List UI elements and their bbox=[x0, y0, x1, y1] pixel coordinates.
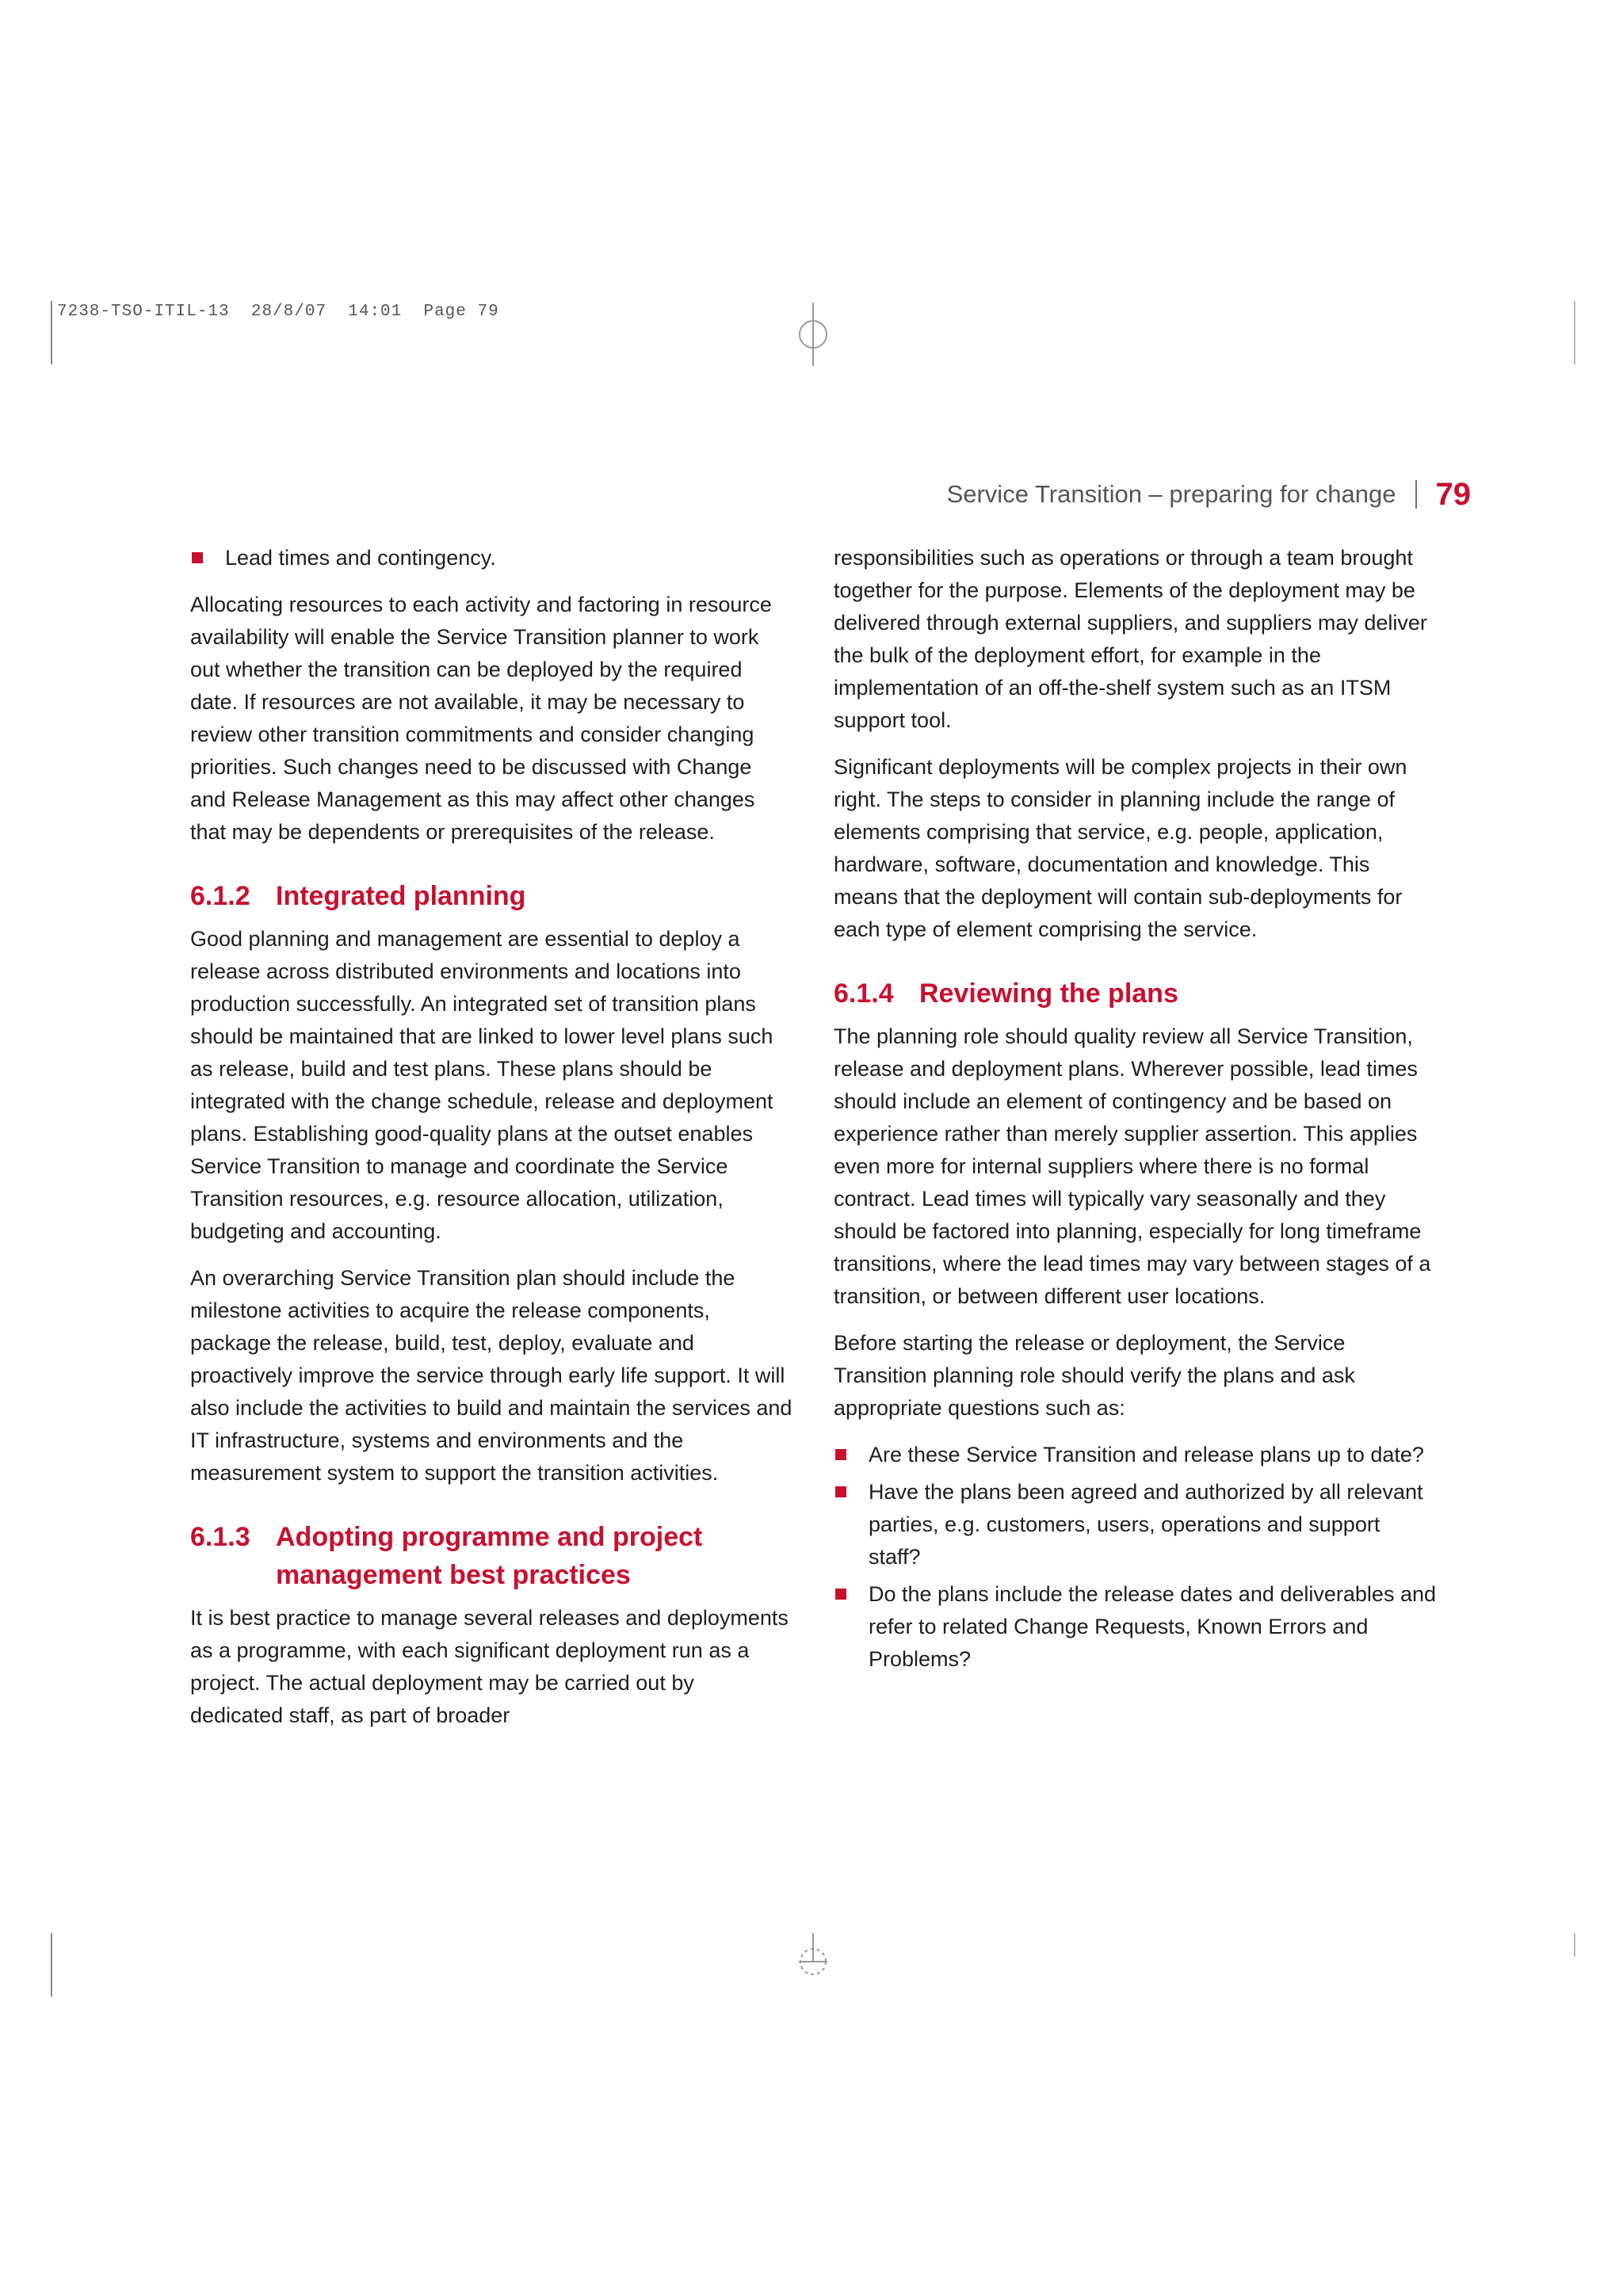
page-number: 79 bbox=[1435, 476, 1471, 512]
list-item-text: Do the plans include the release dates and deliverables and refer to related Change Requests, Known Errors and Problems? bbox=[869, 1582, 1436, 1671]
paragraph: responsibilities such as operations or through a team brought together for the purpose. Elements of the deployment may be delivered through external suppliers, and suppliers may deliver the bulk of the deployment effort, for example in the implementation of an off-the-shelf system such as an ITSM support tool. bbox=[834, 546, 1427, 732]
square-bullet-icon bbox=[835, 1589, 846, 1600]
list-item bbox=[834, 1476, 1436, 1573]
section-title: Reviewing the plans bbox=[919, 978, 1178, 1009]
registration-mark-top-icon bbox=[796, 303, 831, 366]
section-title: Integrated planning bbox=[276, 881, 526, 911]
registration-mark-bottom-icon bbox=[796, 1933, 831, 1989]
section-number: 6.1.2 bbox=[190, 881, 250, 911]
paragraph: Allocating resources to each activity and factoring in resource availability will enable the Service Transition planner to work out whether the transition can be deployed by the required date. If resources are not available, it may be necessary to review other transition commitments and consider changing priorities. Such changes need to be discussed with Change and Release Management as this may affect other changes that may be dependents or prerequisites of the release. bbox=[190, 593, 772, 844]
square-bullet-icon bbox=[835, 1486, 846, 1497]
paragraph: Before starting the release or deployment, the Service Transition planning role should verify the plans and ask appropriate questions such as: bbox=[834, 1331, 1355, 1420]
paragraph: The planning role should quality review all Service Transition, release and deployment plans. Wherever possible, lead times should include an element of contingency and be based on experience rather than merely supplier assertion. This applies even more for internal suppliers where there is no formal contract. Lead times will typically vary seasonally and they should be factored into planning, especially for long timeframe transitions, where the lead times may vary between stages of a transition, or between different user locations. bbox=[834, 1024, 1431, 1308]
print-slug: 7238-TSO-ITIL-13 28/8/07 14:01 Page 79 bbox=[57, 303, 499, 321]
section-heading-6-1-3 bbox=[190, 1518, 792, 1594]
paragraph: It is best practice to manage several releases and deployments as a programme, with each significant deployment run as a project. The actual deployment may be carried out by dedicated staff, as part of broader bbox=[190, 1606, 789, 1727]
bullet-list-top bbox=[190, 542, 792, 574]
square-bullet-icon bbox=[192, 552, 203, 563]
section-title: Adopting programme and project management best practices bbox=[276, 1522, 703, 1590]
section-number: 6.1.3 bbox=[190, 1522, 250, 1552]
list-item-text: Have the plans been agreed and authorized by all relevant parties, e.g. customers, users, operations and support staff? bbox=[869, 1480, 1423, 1569]
list-item-text: Lead times and contingency. bbox=[225, 546, 496, 570]
section-heading-6-1-4 bbox=[834, 974, 1436, 1013]
paragraph: Significant deployments will be complex projects in their own right. The steps to consider in planning include the range of elements comprising that service, e.g. people, application, hardware, software, documentation and knowledge. This means that the deployment will contain sub-deployments for each type of element comprising the service. bbox=[834, 755, 1407, 941]
running-head bbox=[947, 471, 1471, 518]
crop-mark-bottom-right bbox=[1574, 1933, 1575, 1957]
running-head-title: Service Transition – preparing for change bbox=[946, 480, 1396, 508]
left-column bbox=[190, 542, 792, 1746]
running-head-divider bbox=[1415, 480, 1417, 509]
right-column bbox=[834, 542, 1436, 1690]
crop-mark-top-right bbox=[1574, 301, 1575, 364]
section-heading-6-1-2 bbox=[190, 877, 792, 915]
paragraph: Good planning and management are essential to deploy a release across distributed environments and locations into production successfully. An integrated set of transition plans should be maintained that are linked to lower level plans such as release, build and test plans. These plans should be integrated with the change schedule, release and deployment plans. Establishing good-quality plans at the outset enables Service Transition to manage and coordinate the Service Transition resources, e.g. resource allocation, utilization, budgeting and accounting. bbox=[190, 927, 773, 1243]
square-bullet-icon bbox=[835, 1449, 846, 1460]
crop-mark-top-left bbox=[51, 301, 52, 364]
paragraph: An overarching Service Transition plan should include the milestone activities to acquire the release components, package the release, build, test, deploy, evaluate and proactively improve the service through early life support. It will also include the activities to build and maintain the services and IT infrastructure, systems and environments and the measurement system to support the transition activities. bbox=[190, 1266, 792, 1485]
list-item-text: Are these Service Transition and release plans up to date? bbox=[869, 1443, 1424, 1466]
section-number: 6.1.4 bbox=[834, 978, 894, 1009]
list-item bbox=[834, 1439, 1436, 1471]
question-list bbox=[834, 1439, 1436, 1676]
list-item bbox=[190, 542, 792, 574]
list-item bbox=[834, 1578, 1436, 1676]
crop-mark-bottom-left bbox=[51, 1933, 52, 1997]
